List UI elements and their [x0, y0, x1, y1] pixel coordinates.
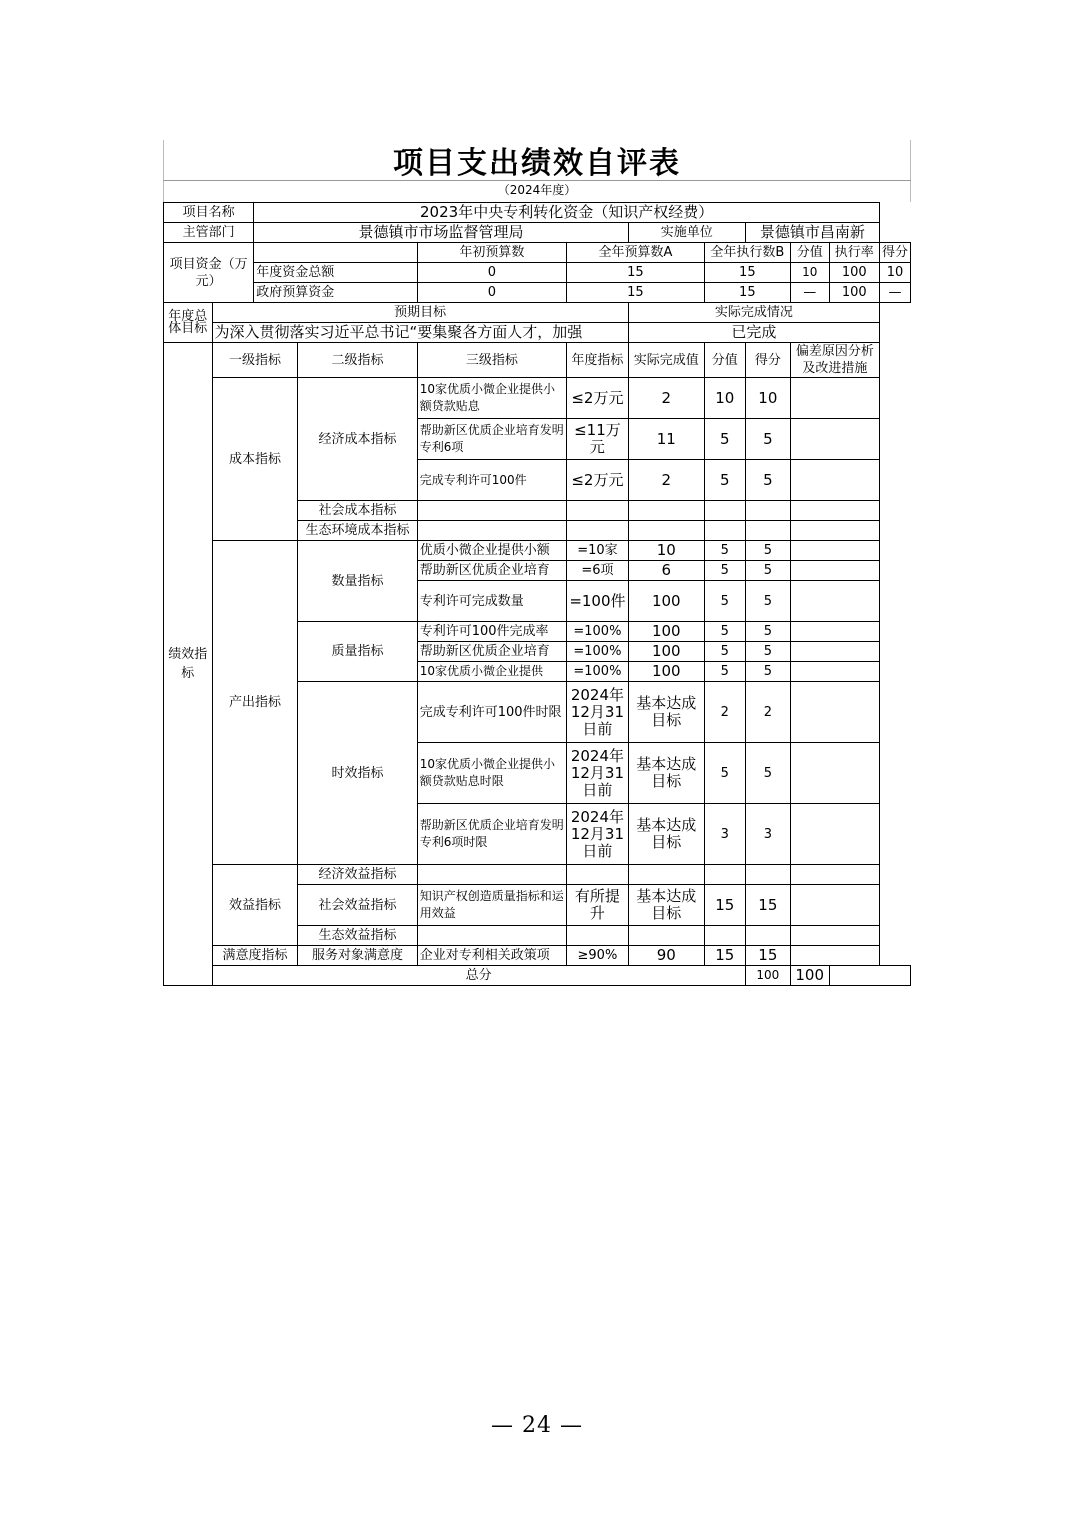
actual-value: 6 [628, 561, 704, 581]
deviation-cell [790, 460, 879, 501]
empty-cell [417, 926, 566, 946]
level3-name: 完成专利许可100件时限 [417, 682, 566, 743]
score-value: 15 [745, 946, 790, 966]
funds-header-weight: 分值 [790, 243, 829, 263]
empty-cell [628, 501, 704, 521]
annual-target: ≥90% [567, 946, 629, 966]
annual-target: =100% [567, 662, 629, 682]
annual-target: =100件 [567, 581, 629, 622]
actual-value: 2 [628, 378, 704, 419]
actual-value: 2 [628, 460, 704, 501]
year-note: （2024年度） [497, 183, 577, 197]
deviation-cell [790, 804, 879, 865]
department-row [164, 223, 911, 243]
empty-cell [704, 501, 745, 521]
funds-header-rate: 执行率 [829, 243, 879, 263]
header-deviation: 偏差原因分析及改进措施 [790, 343, 879, 378]
weight-value: 3 [704, 804, 745, 865]
total-weight: 100 [745, 966, 790, 986]
empty-cell [567, 521, 629, 541]
table-row [164, 946, 911, 966]
actual-value: 基本达成目标 [628, 804, 704, 865]
funds-cell: 15 [567, 263, 705, 283]
score-value: 5 [745, 460, 790, 501]
funds-cell: 15 [704, 263, 790, 283]
deviation-cell [790, 885, 879, 926]
weight-value: 5 [704, 541, 745, 561]
funds-header-score: 得分 [879, 243, 910, 263]
goals-header-row [164, 303, 911, 323]
level1-benefit: 效益指标 [212, 865, 298, 946]
annual-target: 有所提升 [567, 885, 629, 926]
annual-target: =100% [567, 622, 629, 642]
deviation-cell [790, 946, 879, 966]
level2-service: 服务对象满意度 [298, 946, 417, 966]
empty-cell [628, 926, 704, 946]
empty-cell [745, 521, 790, 541]
annual-target: =10家 [567, 541, 629, 561]
empty-cell [790, 521, 879, 541]
annual-target: =6项 [567, 561, 629, 581]
weight-value: 5 [704, 561, 745, 581]
self-evaluation-sheet [163, 140, 911, 990]
actual-value: 90 [628, 946, 704, 966]
total-label: 总分 [212, 966, 745, 986]
funds-cell: — [790, 283, 829, 303]
funds-cell: 0 [417, 283, 566, 303]
empty-cell [628, 865, 704, 885]
total-deviation-cell [829, 966, 910, 986]
empty-cell [790, 501, 879, 521]
actual-value: 基本达成目标 [628, 885, 704, 926]
funds-cell: 0 [417, 263, 566, 283]
level3-name: 帮助新区优质企业培育 [417, 561, 566, 581]
level2-social-cost: 社会成本指标 [298, 501, 417, 521]
deviation-cell [790, 561, 879, 581]
funds-row-name: 年度资金总额 [254, 263, 417, 283]
annual-target: =100% [567, 642, 629, 662]
actual-value: 100 [628, 581, 704, 622]
weight-value: 5 [704, 662, 745, 682]
level3-name: 专利许可100件完成率 [417, 622, 566, 642]
weight-value: 5 [704, 460, 745, 501]
empty-cell [417, 501, 566, 521]
empty-cell [567, 926, 629, 946]
expected-goal-label: 预期目标 [212, 303, 628, 323]
funds-cell: 10 [879, 263, 910, 283]
level3-name: 10家优质小微企业提供 [417, 662, 566, 682]
header-actual-value: 实际完成值 [628, 343, 704, 378]
empty-cell [745, 501, 790, 521]
empty-cell [704, 865, 745, 885]
level3-name: 完成专利许可100件 [417, 460, 566, 501]
table-row [164, 378, 911, 419]
empty-cell [417, 521, 566, 541]
level3-name: 帮助新区优质企业培育发明专利6项 [417, 419, 566, 460]
score-value: 3 [745, 804, 790, 865]
project-name-row [164, 203, 911, 223]
weight-value: 15 [704, 946, 745, 966]
weight-value: 5 [704, 581, 745, 622]
page-title: 项目支出绩效自评表 [393, 146, 681, 181]
expected-goal-text: 为深入贯彻落实习近平总书记“要集聚各方面人才，加强 [212, 323, 628, 343]
total-row [164, 966, 911, 986]
deviation-cell [790, 419, 879, 460]
level3-name: 优质小微企业提供小额 [417, 541, 566, 561]
actual-value: 基本达成目标 [628, 682, 704, 743]
deviation-cell [790, 642, 879, 662]
score-value: 5 [745, 662, 790, 682]
funds-header-executed: 全年执行数B [704, 243, 790, 263]
funds-cell: 100 [829, 283, 879, 303]
header-weight: 分值 [704, 343, 745, 378]
header-level1: 一级指标 [212, 343, 298, 378]
weight-value: 10 [704, 378, 745, 419]
table-row [164, 541, 911, 561]
level3-name: 10家优质小微企业提供小额贷款贴息时限 [417, 743, 566, 804]
actual-value: 11 [628, 419, 704, 460]
level3-name: 知识产权创造质量指标和运用效益 [417, 885, 566, 926]
title-rule [163, 180, 911, 181]
funds-header-row [164, 243, 911, 263]
score-value: 5 [745, 561, 790, 581]
level3-name: 企业对专利相关政策项 [417, 946, 566, 966]
page-number: — 24 — [491, 1413, 583, 1438]
empty-cell [790, 926, 879, 946]
weight-value: 15 [704, 885, 745, 926]
weight-value: 5 [704, 743, 745, 804]
actual-completion-label: 实际完成情况 [628, 303, 879, 323]
level3-name: 帮助新区优质企业培育 [417, 642, 566, 662]
level1-output: 产出指标 [212, 541, 298, 865]
header-annual-target: 年度指标 [567, 343, 629, 378]
deviation-cell [790, 622, 879, 642]
project-name-value: 2023年中央专利转化资金（知识产权经费） [254, 203, 880, 223]
actual-value: 100 [628, 662, 704, 682]
deviation-cell [790, 378, 879, 419]
funds-cell: 15 [704, 283, 790, 303]
annual-target: 2024年12月31日前 [567, 682, 629, 743]
funds-header-initial: 年初预算数 [417, 243, 566, 263]
empty-cell [745, 926, 790, 946]
score-value: 5 [745, 581, 790, 622]
weight-value: 5 [704, 419, 745, 460]
deviation-cell [790, 662, 879, 682]
header-score: 得分 [745, 343, 790, 378]
annual-target: ≤2万元 [567, 460, 629, 501]
empty-cell [567, 865, 629, 885]
empty-cell [790, 865, 879, 885]
empty-cell [628, 521, 704, 541]
funds-cell: 10 [790, 263, 829, 283]
level2-quality: 质量指标 [298, 622, 417, 682]
level3-name: 10家优质小微企业提供小额贷款贴息 [417, 378, 566, 419]
implementing-unit-label: 实施单位 [628, 223, 745, 243]
score-value: 15 [745, 885, 790, 926]
annual-target: ≤11万元 [567, 419, 629, 460]
level3-name: 专利许可完成数量 [417, 581, 566, 622]
annual-target: 2024年12月31日前 [567, 743, 629, 804]
score-value: 5 [745, 419, 790, 460]
actual-value: 10 [628, 541, 704, 561]
weight-value: 5 [704, 642, 745, 662]
project-name-label: 项目名称 [164, 203, 254, 223]
implementing-unit-value: 景德镇市昌南新 [745, 223, 879, 243]
indicator-header-row [164, 343, 911, 378]
funds-header-blank [254, 243, 417, 263]
deviation-cell [790, 581, 879, 622]
annual-goal-label: 年度总体目标 [164, 303, 213, 343]
funds-header-annual: 全年预算数A [567, 243, 705, 263]
deviation-cell [790, 541, 879, 561]
funds-row-name: 政府预算资金 [254, 283, 417, 303]
annual-target: 2024年12月31日前 [567, 804, 629, 865]
annual-target: ≤2万元 [567, 378, 629, 419]
header-level3: 三级指标 [417, 343, 566, 378]
department-label: 主管部门 [164, 223, 254, 243]
level1-satisfaction: 满意度指标 [212, 946, 298, 966]
level2-quantity: 数量指标 [298, 541, 417, 622]
level2-eco-benefit: 生态效益指标 [298, 926, 417, 946]
empty-cell [567, 501, 629, 521]
empty-cell [704, 926, 745, 946]
score-value: 5 [745, 743, 790, 804]
deviation-cell [790, 743, 879, 804]
empty-cell [704, 521, 745, 541]
level3-name: 帮助新区优质企业培育发明专利6项时限 [417, 804, 566, 865]
funds-row [164, 263, 911, 283]
level2-eco-cost: 生态环境成本指标 [298, 521, 417, 541]
goals-row [164, 323, 911, 343]
actual-completion-text: 已完成 [628, 323, 879, 343]
total-score: 100 [790, 966, 829, 986]
performance-indicator-label: 绩效指标 [164, 343, 213, 986]
empty-cell [745, 865, 790, 885]
score-value: 5 [745, 541, 790, 561]
empty-cell [417, 865, 566, 885]
deviation-cell [790, 682, 879, 743]
funds-cell: 15 [567, 283, 705, 303]
actual-value: 基本达成目标 [628, 743, 704, 804]
score-value: 2 [745, 682, 790, 743]
level1-cost: 成本指标 [212, 378, 298, 541]
table-row [164, 865, 911, 885]
evaluation-table [163, 202, 911, 986]
level2-timeliness: 时效指标 [298, 682, 417, 865]
level2-social-benefit: 社会效益指标 [298, 885, 417, 926]
funds-label: 项目资金（万元） [164, 243, 254, 303]
score-value: 5 [745, 622, 790, 642]
level2-econ-cost: 经济成本指标 [298, 378, 417, 501]
department-value: 景德镇市市场监督管理局 [254, 223, 629, 243]
funds-row [164, 283, 911, 303]
funds-cell: — [879, 283, 910, 303]
score-value: 10 [745, 378, 790, 419]
weight-value: 2 [704, 682, 745, 743]
header-level2: 二级指标 [298, 343, 417, 378]
level2-econ-benefit: 经济效益指标 [298, 865, 417, 885]
funds-cell: 100 [829, 263, 879, 283]
actual-value: 100 [628, 642, 704, 662]
actual-value: 100 [628, 622, 704, 642]
weight-value: 5 [704, 622, 745, 642]
score-value: 5 [745, 642, 790, 662]
